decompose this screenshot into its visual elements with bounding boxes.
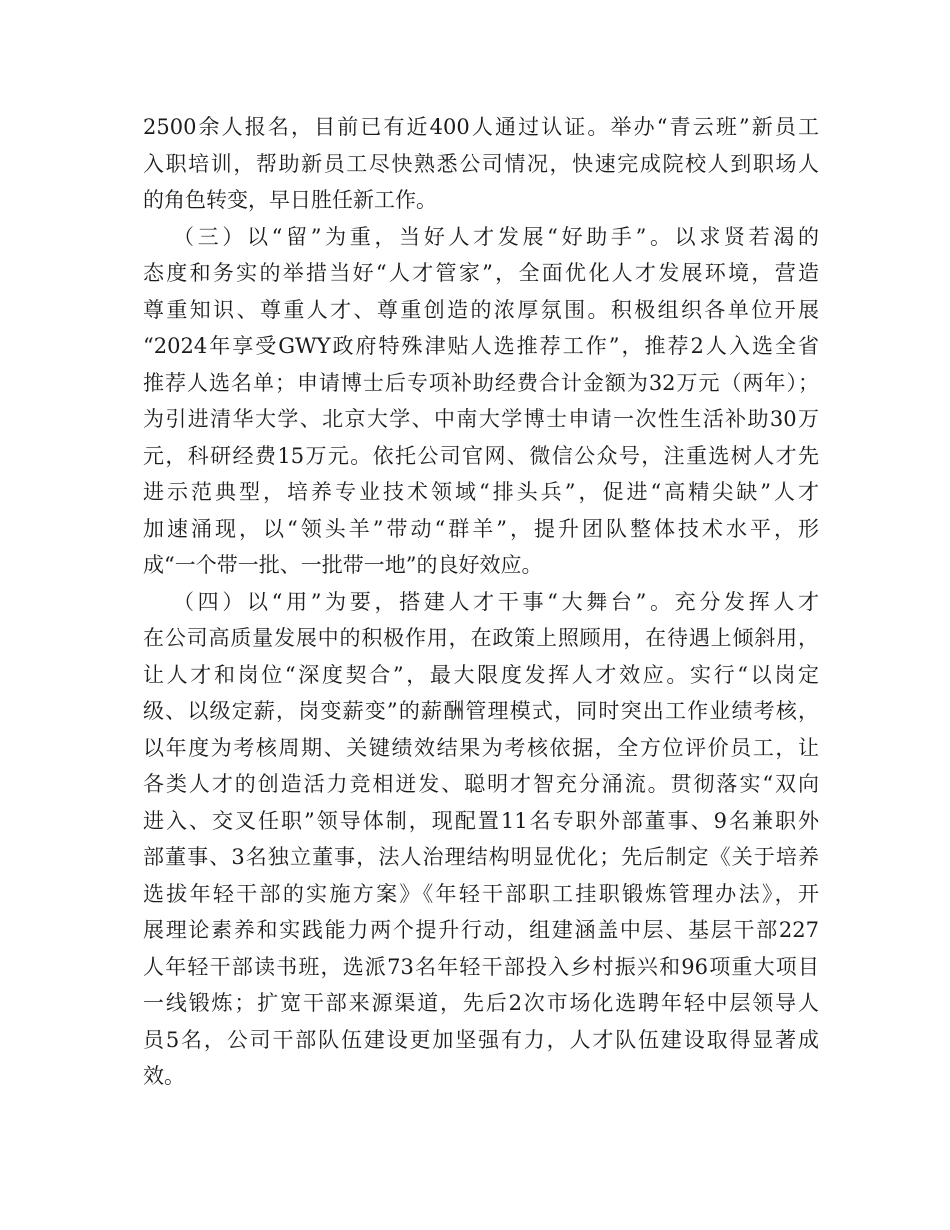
text-line: 加速涌现，以“领头羊”带动“群羊”，提升团队整体技术水平，形 — [143, 516, 819, 541]
document-body — [143, 109, 819, 1095]
text-line: 让人才和岗位“深度契合”，最大限度发挥人才效应。实行“以岗定 — [143, 662, 819, 687]
text-line: 展理论素养和实践能力两个提升行动，组建涵盖中层、基层干部227 — [143, 918, 819, 942]
text-line: 各类人才的创造活力竞相迸发、聪明才智充分涌流。贯彻落实“双向 — [143, 772, 819, 796]
text-line: 元，科研经费15万元。依托公司官网、微信公众号，注重选树人才先 — [143, 443, 819, 468]
text-line: 部董事、3名独立董事，法人治理结构明显优化；先后制定《关于培养 — [143, 845, 819, 869]
text-line: 进示范典型，培养专业技术领域“排头兵”，促进“高精尖缺”人才 — [143, 480, 819, 504]
text-line: 效。 — [143, 1064, 185, 1088]
text-line: 进入、交叉任职”领导体制，现配置11名专职外部董事、9名兼职外 — [143, 808, 819, 833]
text-line: 成“一个带一批、一批带一地”的良好效应。 — [143, 553, 543, 577]
text-line: 一线锻炼；扩宽干部来源渠道，先后2次市场化选聘年轻中层领导人 — [143, 991, 819, 1015]
text-line: “2024年享受GWY政府特殊津贴人选推荐工作”，推荐2人入选全省 — [143, 334, 819, 358]
text-line: 态度和务实的举措当好“人才管家”，全面优化人才发展环境，营造 — [143, 261, 819, 285]
text-line: 在公司高质量发展中的积极作用，在政策上照顾用，在待遇上倾斜用， — [143, 626, 819, 650]
text-line: 以年度为考核周期、关键绩效结果为考核依据，全方位评价员工，让 — [143, 735, 819, 760]
text-line: 级、以级定薪，岗变薪变”的薪酬管理模式，同时突出工作业绩考核， — [143, 699, 819, 723]
text-line: 尊重知识、尊重人才、尊重创造的浓厚氛围。积极组织各单位开展 — [143, 297, 819, 322]
text-line: 的角色转变，早日胜任新工作。 — [143, 188, 437, 212]
text-line: 选拔年轻干部的实施方案》《年轻干部职工挂职锻炼管理办法》，开 — [143, 881, 819, 906]
text-line: 推荐人选名单；申请博士后专项补助经费合计金额为32万元（两年）； — [143, 370, 819, 395]
text-line: 人年轻干部读书班，选派73名年轻干部投入乡村振兴和96项重大项目 — [143, 954, 819, 979]
text-line: 为引进清华大学、北京大学、中南大学博士申请一次性生活补助30万 — [143, 407, 819, 431]
text-line: 2500余人报名，目前已有近400人通过认证。举办“青云班”新员工 — [143, 115, 819, 139]
text-line: 员5名，公司干部队伍建设更加坚强有力，人才队伍建设取得显著成 — [143, 1027, 819, 1052]
paragraph-heading-line: （三）以“留”为重，当好人才发展“好助手”。以求贤若渴的 — [173, 224, 819, 249]
text-line: 入职培训，帮助新员工尽快熟悉公司情况，快速完成院校人到职场人 — [143, 151, 819, 176]
paragraph-heading-line: （四）以“用”为要，搭建人才干事“大舞台”。充分发挥人才 — [173, 589, 819, 614]
